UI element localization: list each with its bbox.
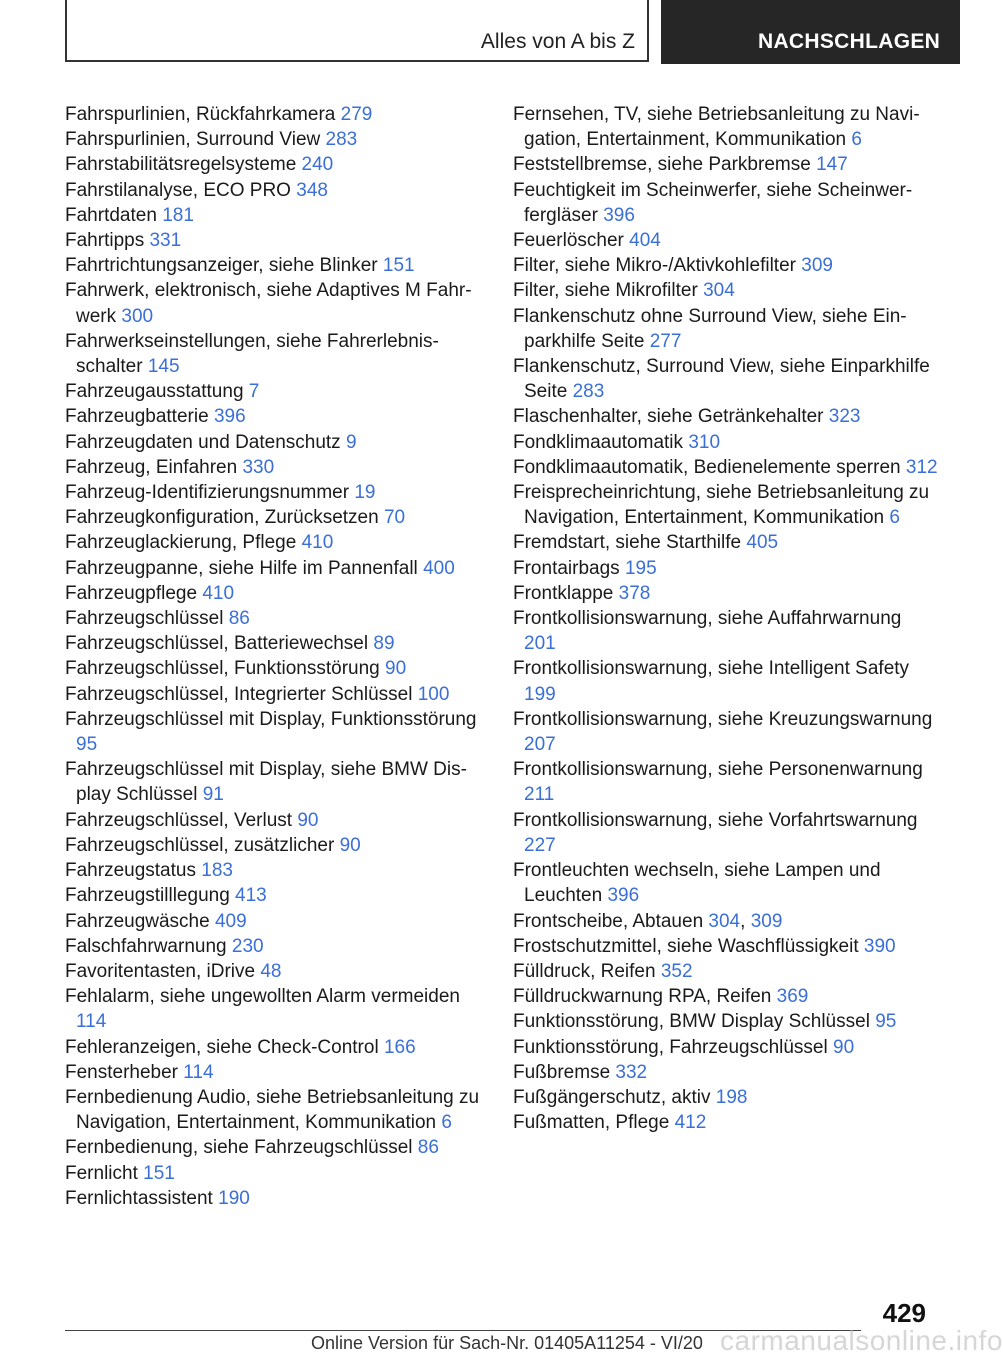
index-entry-text: Flaschenhalter, siehe Getränkehalter [513,406,824,428]
index-entry-text: Frontkollisionswarnung, siehe Kreuzungswarnung [513,708,933,730]
index-entry [65,203,485,228]
index-entry-text: Fernsehen, TV, siehe Betriebsanleitung zu Navigation, Entertainment, Kommunikation [513,104,920,151]
index-entry [513,581,938,606]
index-entry [65,757,485,807]
index-entry-text: Frontkollisionswarnung, siehe Personenwarnung [513,759,923,781]
index-entry-text: Fahrzeugschlüssel, zusätzlicher [65,834,335,856]
index-entry [513,959,938,984]
index-entry-text: Fahrtrichtungsanzeiger, siehe Blinker [65,255,378,277]
page-link[interactable]: 90 [385,658,407,680]
index-entry-text: Feststellbremse, siehe Parkbremse [513,154,811,176]
index-entry-text: Fahrwerkseinstellungen, siehe Fahrerlebnisschalter [65,330,439,378]
index-entry-text: Fahrzeug-Identifizierungsnummer [65,482,350,504]
page-link[interactable]: 378 [618,582,651,604]
index-entry [65,430,485,455]
page-link[interactable]: 198 [715,1086,748,1108]
index-entry [65,530,485,555]
page-link[interactable]: 304 [708,910,741,932]
page-link[interactable]: 6 [441,1112,452,1134]
page-link[interactable]: 323 [828,406,861,428]
index-entry-text: Fahrzeugschlüssel, Integrierter Schlüssel [65,683,413,705]
page-link[interactable]: 151 [143,1162,175,1184]
index-entry [65,959,485,984]
index-entry [65,329,485,379]
page-link[interactable]: 331 [149,230,182,252]
index-entry [65,631,485,656]
index-entry [513,455,938,480]
index-column-left [65,102,485,1211]
index-entry-text: Frostschutzmittel, siehe Waschflüssigkeit [513,935,859,957]
page-link[interactable]: 330 [242,456,275,478]
page-link[interactable]: 413 [235,885,267,907]
index-entry-text: Fondklimaautomatik [513,431,684,453]
index-entry [65,1035,485,1060]
index-entry [513,354,938,404]
page-link[interactable]: 151 [382,255,415,277]
index-entry-text: Funktionsstörung, Fahrzeugschlüssel [513,1036,828,1058]
page-link[interactable]: 410 [202,582,235,604]
index-entry-text: Fahrzeuglackierung, Pflege [65,532,297,554]
page-link[interactable]: 147 [816,154,848,176]
page-link[interactable]: 396 [213,406,246,428]
page-link[interactable]: 114 [183,1061,214,1083]
index-entry [65,909,485,934]
page-link[interactable]: 6 [851,129,862,151]
index-entry [65,606,485,631]
watermark: carmanualsonline.info [720,1325,1003,1356]
index-entry [513,1035,938,1060]
index-entry-text: Fahrstilanalyse, ECO PRO [65,179,291,201]
index-entry [65,707,485,757]
index-entry [65,883,485,908]
index-entry [65,581,485,606]
index-entry [65,228,485,253]
index-entry-text: Fahrzeugschlüssel mit Display, siehe BMW Display Schlüssel [65,759,467,806]
index-entry-text: Fahrtdaten [65,204,157,226]
index-entry [513,556,938,581]
index-entry-text: Fensterheber [65,1061,179,1083]
index-entry-text: Fahrzeugstatus [65,860,196,882]
page-link[interactable]: 166 [383,1036,416,1058]
index-entry-text: Frontkollisionswarnung, siehe Vorfahrtswarnung [513,809,918,831]
index-entry [513,530,938,555]
index-entry [65,178,485,203]
index-entry [513,178,938,228]
index-entry-text: Fahrtipps [65,230,145,252]
page-link[interactable]: 70 [383,507,406,529]
index-entry-text: Fahrstabilitätsregelsysteme [65,154,297,176]
index-entry [513,253,938,278]
page-link[interactable]: 400 [423,557,455,579]
index-column-right [513,102,938,1135]
index-entry-text: Feuchtigkeit im Scheinwerfer, siehe Scheinwerfergläser [513,179,913,226]
page-link[interactable]: 201 [524,633,556,655]
index-entry [65,127,485,152]
page-link[interactable]: 227 [524,834,556,856]
page-link[interactable]: 91 [202,784,224,806]
index-entry-text: Fahrzeugausstattung [65,381,244,403]
index-entry [65,278,485,328]
index-entry [513,606,938,656]
page-link[interactable]: 410 [301,532,334,554]
index-entry [513,934,938,959]
index-entry [513,858,938,908]
index-entry-text: Frontairbags [513,557,620,579]
page-link[interactable]: 48 [260,960,282,982]
page-link[interactable]: 332 [615,1061,648,1083]
index-entry-text: Fahrzeugpflege [65,582,198,604]
page-link[interactable]: 90 [833,1036,855,1058]
page-link[interactable]: 211 [524,784,555,806]
index-entry [65,934,485,959]
index-entry-text: Fußbremse [513,1061,611,1083]
index-entry [513,1110,938,1135]
index-entry-text: Falschfahrwarnung [65,935,227,957]
page-link[interactable]: 300 [121,305,154,327]
chapter-tab-label: NACHSCHLAGEN [758,30,941,53]
page-link[interactable]: 309 [801,255,833,277]
index-entry-text: Filter, siehe Mikrofilter [513,280,698,302]
page-link[interactable]: 6 [889,507,900,529]
index-entry [65,656,485,681]
footer-text: Online Version für Sach-Nr. 01405A11254 - VI/20 [311,1333,703,1353]
index-entry-text: Fahrzeugschlüssel mit Display, Funktionsstörung [65,708,477,730]
index-entry [513,228,938,253]
index-entry [65,505,485,530]
section-title: Alles von A bis Z [480,30,635,53]
index-entry-text: Fehlalarm, siehe ungewollten Alarm vermeiden [65,986,460,1008]
page-link[interactable]: 100 [417,683,450,705]
index-entry [65,480,485,505]
page-link[interactable]: 190 [218,1187,250,1209]
index-entry [65,682,485,707]
page-link[interactable]: 90 [339,834,361,856]
page-link[interactable]: 310 [688,431,721,453]
index-entry [513,984,938,1009]
index-entry-text: Fahrzeugkonfiguration, Zurücksetzen [65,507,379,529]
page-link[interactable]: 390 [863,935,896,957]
index-entry-text: Fußmatten, Pflege [513,1112,670,1134]
page-link[interactable]: 86 [417,1137,439,1159]
page-link[interactable]: 145 [147,356,180,378]
index-entry-text: Fußgängerschutz, aktiv [513,1086,711,1108]
index-entry [65,102,485,127]
page-link[interactable]: 396 [607,885,640,907]
index-entry [513,404,938,429]
page-link[interactable]: 277 [649,330,682,352]
index-entry-text: Frontscheibe, Abtauen [513,910,704,932]
page-link[interactable]: 183 [201,860,233,882]
index-entry [513,152,938,177]
page-link[interactable]: 89 [373,633,395,655]
page-link[interactable]: 114 [76,1011,107,1033]
page-link[interactable]: 405 [746,532,779,554]
index-entry [65,808,485,833]
index-entry-text: Fahrzeugschlüssel, Batteriewechsel [65,633,369,655]
page-link[interactable]: 348 [296,179,328,201]
index-entry [65,379,485,404]
index-entry: Frontscheibe, Abtauen 304, 309 [513,910,783,932]
index-entry [513,808,938,858]
page-link[interactable]: 240 [301,154,334,176]
index-entry [513,480,938,530]
page-link[interactable]: 396 [603,204,635,226]
index-entry [65,455,485,480]
page-link[interactable]: 352 [660,960,693,982]
index-entry [513,707,938,757]
page-link[interactable]: 195 [624,557,657,579]
index-entry [513,304,938,354]
index-entry [513,102,938,152]
page-number: 429 [882,1298,926,1328]
index-entry-text: Funktionsstörung, BMW Display Schlüssel [513,1011,870,1033]
index-entry-text: Frontklappe [513,582,614,604]
index-entry [513,430,938,455]
index-entry-text: Fahrspurlinien, Surround View [65,129,321,151]
chapter-tab [661,0,960,64]
page-link[interactable]: 199 [524,683,556,705]
index-entry-text: Fondklimaautomatik, Bedienelemente sperren [513,456,901,478]
index-entry-text: Fernbedienung Audio, siehe Betriebsanleitung zu Navigation, Entertainment, Kommunikation [65,1086,480,1134]
index-entry-text: Fehleranzeigen, siehe Check-Control [65,1036,379,1058]
index-entry [65,152,485,177]
index-entry-text: Flankenschutz ohne Surround View, siehe Einparkhilfe Seite [513,305,907,352]
index-entry-text: Fahrzeugbatterie [65,406,209,428]
index-entry-text: Feuerlöscher [513,230,624,252]
index-entry-text: Fülldruckwarnung RPA, Reifen [513,986,772,1008]
index-entry-text: Fremdstart, siehe Starthilfe [513,532,742,554]
index-entry-text: Fahrspurlinien, Rückfahrkamera [65,104,336,125]
index-entry-text: Fahrzeugdaten und Datenschutz [65,431,341,453]
index-entry-text: Fahrwerk, elektronisch, siehe Adaptives M Fahrwerk [65,280,472,327]
index-entry-text: Frontkollisionswarnung, siehe Auffahrwarnung [513,608,902,630]
page-link[interactable]: 309 [750,910,783,932]
index-entry [65,858,485,883]
index-entry [65,253,485,278]
index-entry-text: Fahrzeugstilllegung [65,885,230,907]
index-entry-text: Fahrzeug, Einfahren [65,456,238,478]
page-link[interactable]: 404 [629,230,661,252]
index-entry [65,1085,485,1135]
page-link[interactable]: 230 [231,935,264,957]
index-entry-text: Freisprecheinrichtung, siehe Betriebsanleitung zu Navigation, Entertainment, Kommunikation [513,482,930,529]
page-link[interactable]: 7 [248,381,260,403]
page-link[interactable]: 19 [354,482,376,504]
index-entry [65,1186,485,1211]
page-link[interactable]: 95 [76,734,98,756]
index-entry [65,984,485,1034]
page-link[interactable]: 412 [674,1112,707,1134]
index-entry-text: Flankenschutz, Surround View, siehe Einparkhilfe Seite [513,356,930,403]
page-link[interactable]: 207 [524,734,556,756]
index-entry-text: Fahrzeugwäsche [65,910,210,932]
page-link[interactable]: 283 [325,129,358,151]
index-entry-text: Fahrzeugschlüssel [65,608,224,630]
index-entry [65,833,485,858]
index-entry [513,278,938,303]
index-entry [513,1060,938,1085]
index-entry-text: Favoritentasten, iDrive [65,960,256,982]
page-link[interactable]: 181 [162,204,194,226]
index-entry-text: Fülldruck, Reifen [513,960,656,982]
page-link[interactable]: 369 [776,986,809,1008]
index-entry-text: Fernbedienung, siehe Fahrzeugschlüssel [65,1137,413,1159]
index-entry-text: Frontkollisionswarnung, siehe Intelligent Safety [513,658,910,680]
page-link[interactable]: 312 [905,456,938,478]
index-entry-text: Fernlicht [65,1162,138,1184]
page-link[interactable]: 283 [572,381,605,403]
page-link[interactable]: 9 [345,431,357,453]
index-entry [513,1085,938,1110]
index-entry [65,1060,485,1085]
index-entry [513,1009,938,1034]
index-entry [65,1161,485,1186]
page-link[interactable]: 86 [228,608,250,630]
index-entry-text: Frontleuchten wechseln, siehe Lampen und Leuchten [513,860,881,907]
page-link[interactable]: 90 [297,809,319,831]
index-entry [65,404,485,429]
index-entry-text: Fernlichtassistent [65,1187,213,1209]
index-entry [513,656,938,706]
page-link[interactable]: 95 [875,1011,897,1033]
index-entry [65,1135,485,1160]
index-entry-text: Fahrzeugschlüssel, Funktionsstörung [65,658,380,680]
index-entry [513,757,938,807]
page-link[interactable]: 279 [340,104,373,125]
index-entry-text: Filter, siehe Mikro-/Aktivkohlefilter [513,255,796,277]
page-link[interactable]: 304 [703,280,735,302]
index-entry-text: Fahrzeugpanne, siehe Hilfe im Pannenfall [65,557,418,579]
page-link[interactable]: 409 [214,910,247,932]
index-entry [65,556,485,581]
index-entry-text: Fahrzeugschlüssel, Verlust [65,809,293,831]
